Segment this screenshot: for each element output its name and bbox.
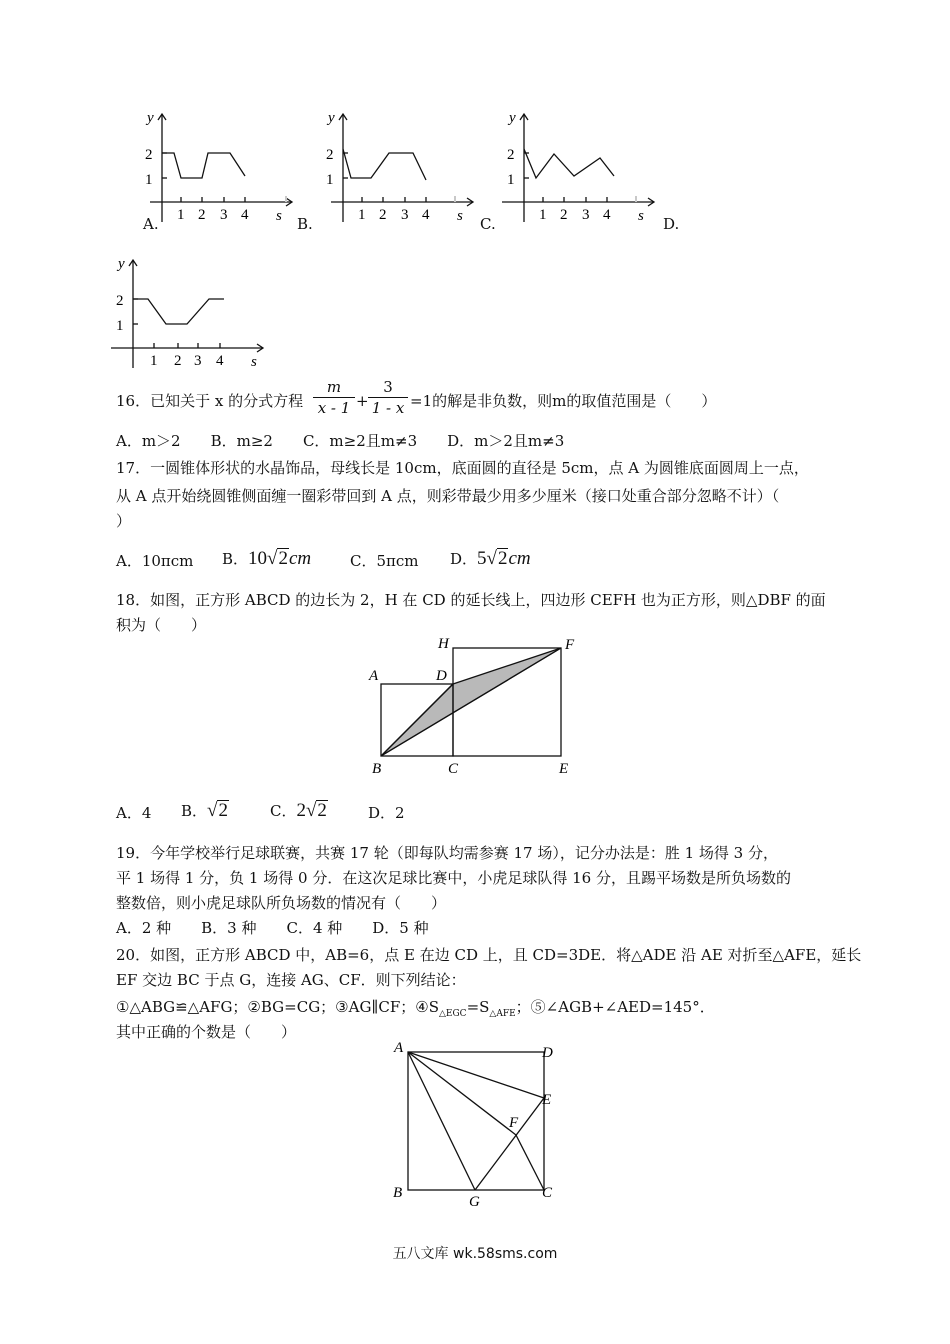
graph-a-line xyxy=(162,153,245,178)
graph-option-d xyxy=(116,250,271,370)
graph-option-a xyxy=(145,104,300,224)
point-a: A xyxy=(394,1040,404,1056)
svg-text:3: 3 xyxy=(582,207,590,223)
q16-fraction-2: 3 1 - x xyxy=(368,378,408,417)
svg-text:2: 2 xyxy=(174,353,182,369)
q18-option-a: A．4 xyxy=(116,804,152,822)
svg-text:s: s xyxy=(638,208,644,224)
point-f: F xyxy=(565,637,575,653)
q19-stem-line1: 19．今年学校举行足球联赛，共赛 17 轮（即每队均需参赛 17 场），记分办法是：胜 1 场得 3 分， xyxy=(116,844,778,862)
q18-stem-line2: 积为（ ） xyxy=(116,616,207,634)
point-e: E xyxy=(542,1092,552,1108)
q16-fraction-1: m x - 1 xyxy=(313,378,355,417)
svg-text:2: 2 xyxy=(116,293,124,309)
svg-text:2: 2 xyxy=(560,207,568,223)
svg-text:1: 1 xyxy=(539,207,547,223)
point-b: B xyxy=(393,1185,403,1201)
q16-options: A．m＞2 B．m≥2 C．m≥2且m≠3 D．m＞2且m≠3 xyxy=(116,432,565,450)
svg-text:4: 4 xyxy=(422,207,430,223)
svg-text:2: 2 xyxy=(198,207,206,223)
square-abcd xyxy=(408,1052,544,1190)
svg-text:2: 2 xyxy=(379,207,387,223)
graph-c-line xyxy=(524,149,614,178)
svg-text:1: 1 xyxy=(116,318,124,334)
q18-stem-line1: 18．如图，正方形 ABCD 的边长为 2，H 在 CD 的延长线上，四边形 CEFH 也为正方形，则△DBF 的面 xyxy=(116,591,826,609)
svg-text:3: 3 xyxy=(220,207,228,223)
svg-text:y: y xyxy=(118,256,125,272)
graph-d-line xyxy=(133,299,224,324)
q17-stem-line3: ） xyxy=(116,512,132,530)
option-a-label: A. xyxy=(143,215,159,233)
point-e: E xyxy=(559,761,569,777)
q20-figure xyxy=(388,1040,568,1210)
point-a: A xyxy=(369,668,379,684)
point-d: D xyxy=(436,668,447,684)
y-axis-label: y xyxy=(147,110,154,126)
footer-watermark: 五八文库 wk.58sms.com xyxy=(392,1246,558,1262)
graph-option-c xyxy=(507,104,662,224)
point-d: D xyxy=(542,1045,553,1061)
svg-text:1: 1 xyxy=(358,207,366,223)
svg-text:1: 1 xyxy=(326,172,334,188)
point-c: C xyxy=(448,761,459,777)
svg-text:4: 4 xyxy=(241,207,249,223)
q18-option-b: B．√2 xyxy=(181,800,228,821)
svg-text:3: 3 xyxy=(401,207,409,223)
point-f: F xyxy=(509,1115,519,1131)
point-h: H xyxy=(438,636,449,652)
svg-text:3: 3 xyxy=(194,353,202,369)
q20-conclusions: ①△ABG≌△AFG；②BG=CG；③AG∥CF；$④S_{\triangle EGC}=S_{\triangle AFE}$；⑤∠AGB+∠AED=145°． xyxy=(116,998,715,1019)
q16-stem: 16．已知关于 x 的分式方程 xyxy=(116,392,304,410)
graph-option-b xyxy=(326,104,481,224)
q17-stem-line2: 从 A 点开始绕圆锥侧面缠一圈彩带回到 A 点，则彩带最少用多少厘米（接口处重合部分忽略不计）（ xyxy=(116,487,780,505)
svg-text:2: 2 xyxy=(507,147,515,163)
svg-text:1: 1 xyxy=(145,172,153,188)
q20-question: 其中正确的个数是（ ） xyxy=(116,1023,297,1041)
option-d-label: D. xyxy=(663,215,680,233)
svg-text:1: 1 xyxy=(177,207,185,223)
svg-text:2: 2 xyxy=(326,147,334,163)
point-b: B xyxy=(372,761,382,777)
svg-text:s: s xyxy=(251,354,257,370)
svg-text:4: 4 xyxy=(603,207,611,223)
option-b-label: B. xyxy=(297,215,313,233)
q17-option-b: B．10√2cm xyxy=(222,548,312,569)
svg-text:2: 2 xyxy=(145,147,153,163)
svg-text:1: 1 xyxy=(150,353,158,369)
q19-stem-line3: 整数倍，则小虎足球队所负场数的情况有（ ） xyxy=(116,894,447,912)
graph-b-line xyxy=(343,149,426,180)
q18-option-c: C．2√2 xyxy=(270,800,327,821)
q17-option-d: D．5√2cm xyxy=(450,548,531,569)
svg-text:4: 4 xyxy=(216,353,224,369)
q20-stem-line2: EF 交边 BC 于点 G，连接 AG、CF．则下列结论： xyxy=(116,971,466,989)
q19-stem-line2: 平 1 场得 1 分，负 1 场得 0 分．在这次足球比赛中，小虎足球队得 16 分，且踢平场数是所负场数的 xyxy=(116,869,791,887)
q17-option-c: C．5πcm xyxy=(350,552,419,570)
q17-stem-line1: 17．一圆锥体形状的水晶饰品，母线长是 10cm，底面圆的直径是 5cm，点 A 为圆锥底面圆周上一点， xyxy=(116,459,809,477)
svg-text:1: 1 xyxy=(507,172,515,188)
q18-figure xyxy=(366,632,586,782)
q20-stem-line1: 20．如图，正方形 ABCD 中，AB=6，点 E 在边 CD 上，且 CD=3DE．将△ADE 沿 AE 对折至△AFE，延长 xyxy=(116,946,862,964)
svg-text:y: y xyxy=(328,110,335,126)
svg-text:s: s xyxy=(457,208,463,224)
q18-option-d: D．2 xyxy=(368,804,405,822)
x-axis-label: s xyxy=(276,208,282,224)
q19-options: A．2 种 B．3 种 C．4 种 D．5 种 xyxy=(116,919,429,937)
svg-text:y: y xyxy=(509,110,516,126)
point-c: C xyxy=(542,1185,553,1201)
point-g: G xyxy=(469,1194,480,1210)
q16-plus: + xyxy=(356,392,369,410)
q17-option-a: A．10πcm xyxy=(116,552,194,570)
option-c-label: C. xyxy=(480,215,496,233)
q16-stem-end: =1的解是非负数，则m的取值范围是（ ） xyxy=(410,392,717,410)
